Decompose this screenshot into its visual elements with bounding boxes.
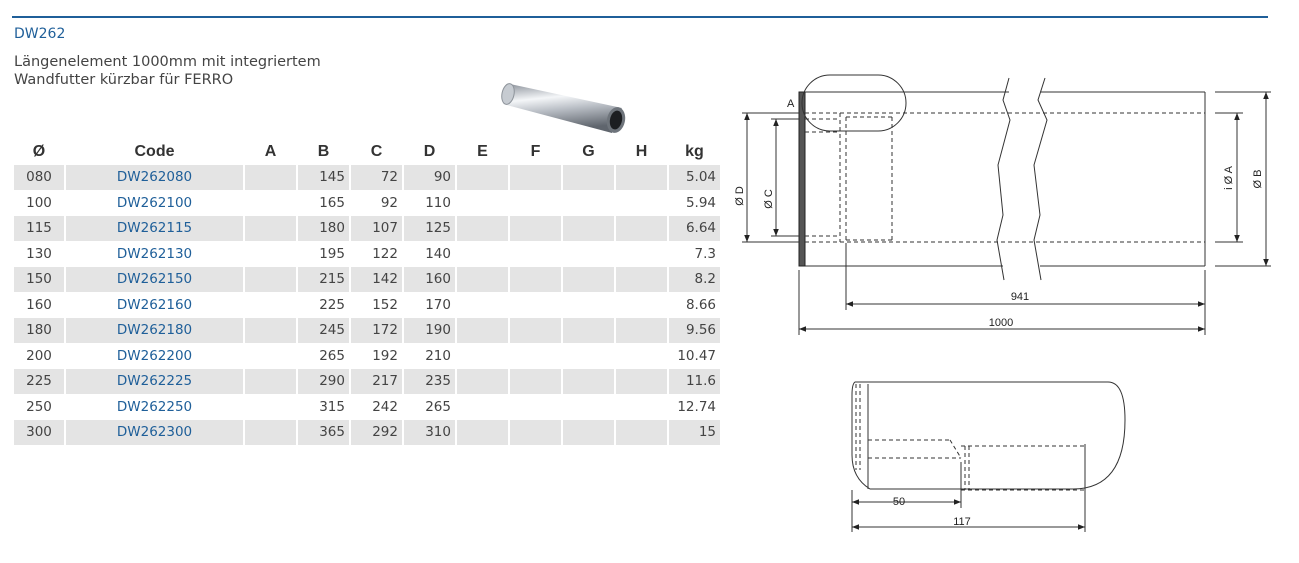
cell-c: 172 — [351, 318, 402, 343]
cell-b: 245 — [298, 318, 349, 343]
cell-d: 115 — [14, 216, 64, 241]
description-line-1: Längenelement 1000mm mit integriertem — [14, 54, 321, 70]
cell-kg: 12.74 — [677, 398, 716, 415]
cell-d: 250 — [26, 398, 52, 415]
col-header-code: Code — [134, 143, 175, 160]
cell-c: 217 — [351, 369, 402, 394]
cell-dd: 170 — [425, 296, 451, 313]
cell-d: 180 — [14, 318, 64, 343]
cell-c: 242 — [372, 398, 398, 415]
col-header-kg: kg — [685, 143, 704, 160]
cell-c: 72 — [351, 165, 402, 190]
description-line-2: Wandfutter kürzbar für FERRO — [14, 72, 234, 88]
cell-dd: 210 — [425, 347, 451, 364]
cell-c: 107 — [351, 216, 402, 241]
label-a: A — [787, 98, 795, 110]
cell-code[interactable]: DW262300 — [66, 420, 243, 445]
dim-label-50: 50 — [892, 496, 906, 508]
cell-code[interactable]: DW262080 — [66, 165, 243, 190]
cell-c: 192 — [372, 347, 398, 364]
cell-b: 180 — [298, 216, 349, 241]
dim-label-c: Ø C — [763, 189, 775, 209]
cell-dd: 190 — [404, 318, 455, 343]
cell-dd: 125 — [404, 216, 455, 241]
col-header-b: B — [317, 143, 330, 160]
col-header-c: C — [370, 143, 383, 160]
cell-d: 130 — [26, 245, 52, 262]
cell-dd: 110 — [425, 194, 451, 211]
col-header-diameter: Ø — [32, 143, 46, 160]
col-header-e: E — [477, 143, 488, 160]
cell-kg: 7.3 — [694, 245, 716, 262]
col-header-h: H — [635, 143, 648, 160]
cell-code[interactable]: DW262150 — [66, 267, 243, 292]
cell-dd: 310 — [404, 420, 455, 445]
cell-d: 200 — [26, 347, 52, 364]
cell-b: 290 — [298, 369, 349, 394]
dim-label-1000: 1000 — [988, 317, 1014, 329]
dim-label-ia: i Ø A — [1223, 166, 1235, 190]
cell-kg: 5.04 — [669, 165, 720, 190]
col-header-g: G — [582, 143, 595, 160]
col-header-a: A — [264, 143, 277, 160]
cell-kg: 9.56 — [669, 318, 720, 343]
cell-c: 92 — [380, 194, 398, 211]
dim-label-b: Ø B — [1252, 169, 1264, 189]
cell-d: 100 — [26, 194, 52, 211]
cell-dd: 265 — [425, 398, 451, 415]
dim-label-d: Ø D — [734, 186, 746, 206]
cell-kg: 11.6 — [669, 369, 720, 394]
cell-c: 142 — [351, 267, 402, 292]
cell-kg: 15 — [669, 420, 720, 445]
cell-d: 150 — [14, 267, 64, 292]
dim-label-941: 941 — [1010, 291, 1030, 303]
cell-dd: 90 — [404, 165, 455, 190]
cell-dd: 160 — [404, 267, 455, 292]
cell-kg: 8.2 — [669, 267, 720, 292]
cell-kg: 8.66 — [685, 296, 716, 313]
cell-d: 160 — [26, 296, 52, 313]
cell-b: 225 — [319, 296, 345, 313]
cell-kg: 5.94 — [685, 194, 716, 211]
cell-b: 145 — [298, 165, 349, 190]
cell-code[interactable]: DW262160 — [116, 296, 193, 313]
cell-c: 292 — [351, 420, 402, 445]
cell-c: 122 — [372, 245, 398, 262]
cell-d: 080 — [14, 165, 64, 190]
cell-d: 300 — [14, 420, 64, 445]
cell-code[interactable]: DW262180 — [66, 318, 243, 343]
product-code-title: DW262 — [14, 26, 66, 42]
cell-dd: 235 — [404, 369, 455, 394]
dim-label-117: 117 — [953, 516, 971, 528]
cell-b: 215 — [298, 267, 349, 292]
cell-code[interactable]: DW262225 — [66, 369, 243, 394]
cell-b: 165 — [319, 194, 345, 211]
cell-code[interactable]: DW262200 — [116, 347, 193, 364]
cell-dd: 140 — [425, 245, 451, 262]
cell-code[interactable]: DW262115 — [66, 216, 243, 241]
cell-b: 265 — [319, 347, 345, 364]
col-header-f: F — [530, 143, 541, 160]
cell-kg: 6.64 — [669, 216, 720, 241]
cell-kg: 10.47 — [677, 347, 716, 364]
cell-c: 152 — [372, 296, 398, 313]
cell-b: 195 — [319, 245, 345, 262]
cell-code[interactable]: DW262130 — [116, 245, 193, 262]
cell-code[interactable]: DW262100 — [116, 194, 193, 211]
cell-b: 315 — [319, 398, 345, 415]
cell-d: 225 — [14, 369, 64, 394]
cell-code[interactable]: DW262250 — [116, 398, 193, 415]
cell-b: 365 — [298, 420, 349, 445]
col-header-d: D — [423, 143, 436, 160]
